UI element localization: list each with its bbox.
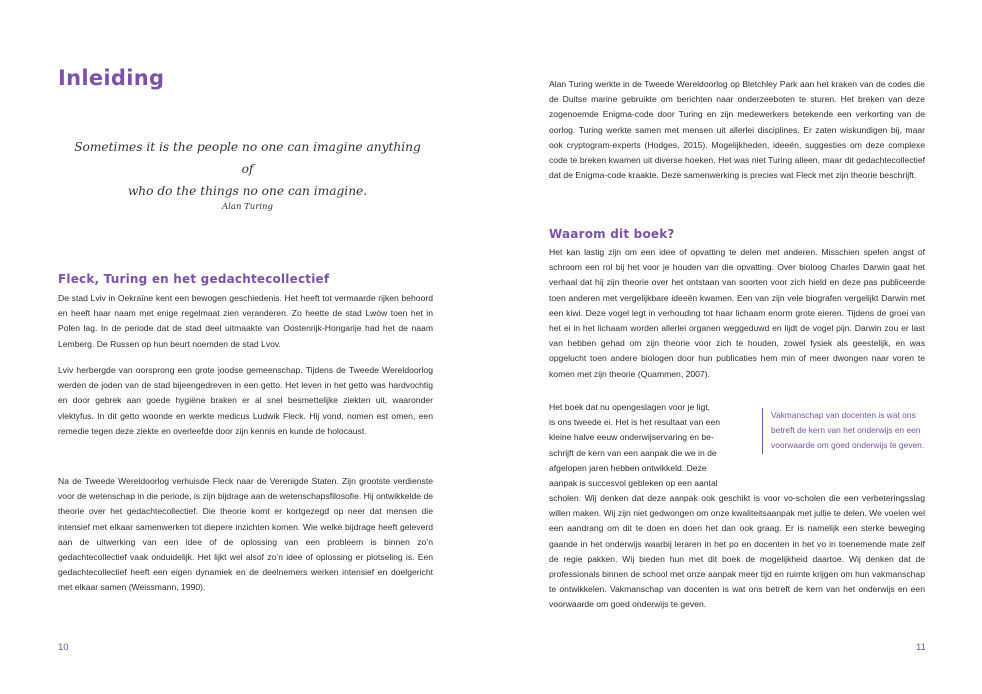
body-paragraph: Het kan lastig zijn om een idee of opvatting te delen met anderen. Misschien spelen angst of schroom een rol bij het voor je houden van die opvatting. Over bioloog Charles Darwin gaat het verhaal dat hij zijn theorie over het ontstaan van soorten voor zich hield en deze pas publiceerde toen anderen met vergelijkbare ideeën kwamen. Een van zijn vele biografen vergelijkt Darwin met een kiwi. Deze vogel legt in verhouding tot haar lichaam enorm grote eieren. Tijdens de groei van het ei in het lichaam worden allerlei organen weggeduwd en lijdt de vogel pijn. Darwin zou er last van hebben gehad om zijn theorie voor zich te houden, zowel fysiek als geestelijk, en was opgelucht toen andere biologen door hun publicaties hem min of meer dwongen naar voren te komen met zijn theorie (Quammen, 2007). <box>549 247 925 379</box>
paragraph-line: afgelopen jaren hebben ontwikkeld. Deze <box>549 462 707 473</box>
quote-line: Sometimes it is the people no one can imagine anything of <box>74 140 421 176</box>
section-heading: Waarom dit boek? <box>549 227 675 241</box>
page-number: 11 <box>916 642 926 653</box>
body-paragraph: scholen. Wij denken dat deze aanpak ook geschikt is voor vo-scholen die een verbeteringsslag willen maken. Wij zijn niet gedwongen om onze kwaliteitsaanpak met jullie te delen. We voelen wel een aandrang om dit te doen en doen het dan ook graag. Er is namelijk een sterke beweging gaande in het onderwijs waarbij leraren in het po en docenten in het vo in toenemende mate zelf de regie pakken. Wij bieden hun met dit boek de mogelijkheid daartoe. Wij denken dat de professionals binnen de school met onze aanpak meer tijd en ruimte krijgen om hun vakmanschap te ontwikkelen. Vakmanschap van docenten is wat ons betreft de kern van het onderwijs en een voorwaarde om goed onderwijs te geven. <box>549 493 925 610</box>
right-page <box>491 0 982 694</box>
wrapped-paragraph <box>549 400 735 491</box>
pull-quote: Vakmanschap van docenten is wat ons betreft de kern van het onderwijs en een voorwaarde om goed onderwijs te geven. <box>762 408 939 454</box>
paragraph-line: aanpak is succesvol gebleken op een aantal <box>549 478 718 489</box>
chapter-title: Inleiding <box>58 66 165 90</box>
epigraph-quote <box>70 136 425 202</box>
page-number: 10 <box>58 642 69 653</box>
body-paragraph: De stad Lviv in Oekraïne kent een bewogen geschiedenis. Het heeft tot vermaarde rijken behoord en heeft haar naam met enige regelmaat zien veranderen. Zo heette de stad Lwów toen het in Polen lag. In de periode dat de stad deel uitmaakte van Oostenrijk-Hongarije had het de naam Lemberg. De Russen op hun beurt noemden de stad Lvov. <box>58 293 433 349</box>
quote-line: who do the things no one can imagine. <box>127 184 368 198</box>
body-paragraph: Lviv herbergde van oorsprong een grote joodse gemeenschap. Tijdens de Tweede Wereldoorlog werden de joden van de stad bijeengedreven in een getto. Het leven in het getto was hardvochtig en door gebrek aan goede hygiëne braken er al snel besmettelijke ziekten uit, waaronder vlektyfus. In dit getto woonde en werkte medicus Ludwik Fleck. Hij vond, nomen est omen, een remedie tegen deze ziekte en overleefde door zijn kennis en kunde de holocaust. <box>58 365 433 436</box>
paragraph-line: is ons tweede ei. Het is het resultaat van een <box>549 417 721 428</box>
paragraph-line: schrijft de kern van een aanpak die we in de <box>549 447 717 458</box>
paragraph-line: kleine halve eeuw onderwijservaring en be- <box>549 432 714 443</box>
body-paragraph: Na de Tweede Wereldoorlog verhuisde Fleck naar de Verenigde Staten. Zijn grootste verdienste voor de wetenschap in die periode, is zijn bijdrage aan de wetenschapsfilosofie. Hij ontwikkelde de theorie over het gedachtecollectief. Die theorie komt er kortgezegd op neer dat mensen die intensief met elkaar samenwerken tot diepere inzichten komen. Wie welke bijdrage heeft geleverd aan de uitwerking van een idee of de oplossing van een probleem is binnen zo’n gedachtecollectief vaak onduidelijk. Het lijkt wel alsof zo’n idee of oplossing er plotseling is. Een gedachtecollectief heeft een eigen dynamiek en de deelnemers werken intensief en doelgericht met elkaar samen (Weissmann, 1990). <box>58 476 433 593</box>
body-paragraph: Alan Turing werkte in de Tweede Wereldoorlog op Bletchley Park aan het kraken van de codes die de Duitse marine gebruikte om berichten naar onderzeeboten te sturen. Het breken van deze zogenoemde Enigma-code door Turing en zijn medewerkers betekende een verkorting van de oorlog. Turing werkte samen met mensen uit allerlei disciplines. Er zaten wiskundigen bij, maar ook cryptogram-experts (Hodges, 2015). Mogelijkheden, ideeën, suggesties om deze complexe code te breken kwamen uit diverse hoeken. Het was niet Turing alleen, maar dit gedachtecollectief dat de Enigma-code kraakte. Deze samenwerking is precies wat Fleck met zijn theorie beschrijft. <box>549 79 925 181</box>
quote-author: Alan Turing <box>222 202 273 212</box>
section-heading: Fleck, Turing en het gedachtecollectief <box>58 272 330 286</box>
paragraph-line: Het boek dat nu opengeslagen voor je ligt, <box>549 402 711 412</box>
